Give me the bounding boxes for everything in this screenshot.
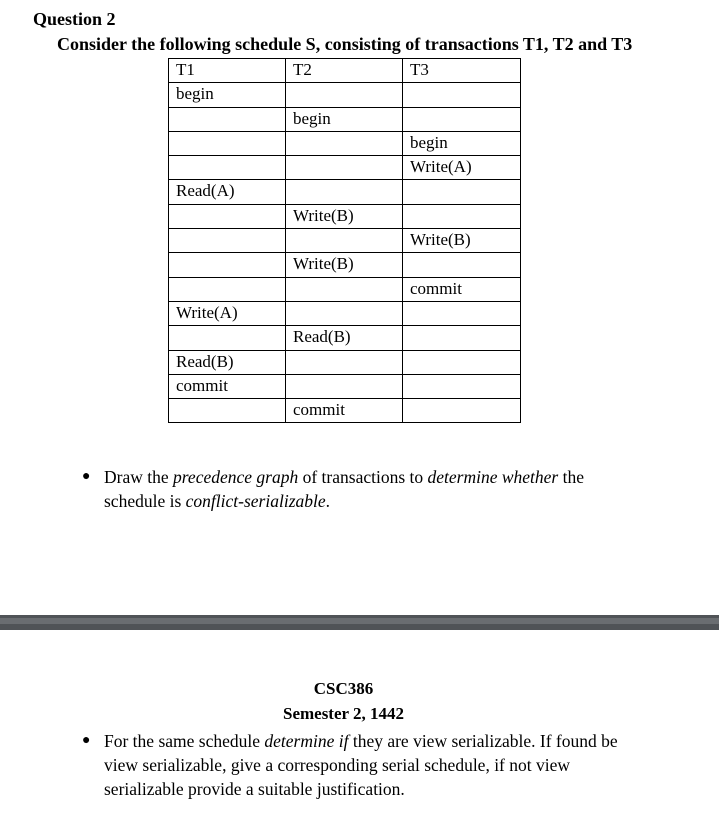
schedule-cell-t1 [169, 156, 286, 180]
schedule-row [169, 253, 521, 277]
schedule-cell-t2 [286, 131, 403, 155]
question-heading: Question 2 [33, 9, 116, 29]
schedule-cell-t3 [403, 350, 521, 374]
schedule-cell-t2 [286, 277, 403, 301]
schedule-cell-t1 [169, 326, 286, 350]
schedule-cell-t3: begin [403, 131, 521, 155]
schedule-cell-t2: Read(B) [286, 326, 403, 350]
schedule-row [169, 399, 521, 423]
schedule-row [169, 326, 521, 350]
schedule-row [169, 277, 521, 301]
schedule-cell-t3 [403, 83, 521, 107]
schedule-cell-t1: Read(B) [169, 350, 286, 374]
schedule-cell-t1: begin [169, 83, 286, 107]
schedule-row [169, 229, 521, 253]
schedule-cell-t1 [169, 204, 286, 228]
schedule-cell-t1: Write(A) [169, 301, 286, 325]
header-t2: T2 [286, 59, 403, 83]
schedule-cell-t1 [169, 229, 286, 253]
schedule-cell-t2 [286, 350, 403, 374]
schedule-cell-t1: commit [169, 374, 286, 398]
schedule-cell-t2 [286, 156, 403, 180]
bullet-text: For the same schedule determine if they are view serializable. If found be view serializable, give a corresponding serial schedule, if not view serializable provide a suitable justification. [104, 731, 618, 799]
bullet-dot-icon: ● [82, 469, 91, 484]
schedule-cell-t3 [403, 301, 521, 325]
header-t3: T3 [403, 59, 521, 83]
schedule-cell-t3 [403, 374, 521, 398]
schedule-cell-t3 [403, 399, 521, 423]
schedule-cell-t2: Write(B) [286, 253, 403, 277]
schedule-cell-t2 [286, 301, 403, 325]
schedule-header-row [169, 59, 521, 83]
schedule-cell-t1 [169, 277, 286, 301]
semester-label: Semester 2, 1442 [282, 704, 405, 723]
schedule-cell-t2 [286, 83, 403, 107]
header-t1: T1 [169, 59, 286, 83]
schedule-cell-t3 [403, 326, 521, 350]
schedule-cell-t1 [169, 253, 286, 277]
schedule-cell-t2: Write(B) [286, 204, 403, 228]
schedule-cell-t3: Write(A) [403, 156, 521, 180]
schedule-row [169, 301, 521, 325]
schedule-cell-t3 [403, 204, 521, 228]
schedule-row [169, 204, 521, 228]
schedule-row [169, 131, 521, 155]
schedule-cell-t3 [403, 253, 521, 277]
schedule-row [169, 374, 521, 398]
schedule-cell-t1 [169, 107, 286, 131]
bullet-dot-icon: ● [82, 733, 91, 748]
schedule-cell-t3 [403, 180, 521, 204]
schedule-row [169, 350, 521, 374]
question-intro: Consider the following schedule S, consisting of transactions T1, T2 and T3 [57, 34, 633, 54]
schedule-table [168, 58, 521, 423]
schedule-cell-t2 [286, 374, 403, 398]
schedule-row [169, 83, 521, 107]
schedule-cell-t3: Write(B) [403, 229, 521, 253]
schedule-cell-t1 [169, 399, 286, 423]
schedule-cell-t2 [286, 180, 403, 204]
schedule-body [169, 83, 521, 423]
schedule-cell-t1: Read(A) [169, 180, 286, 204]
schedule-cell-t3 [403, 107, 521, 131]
schedule-cell-t3: commit [403, 277, 521, 301]
schedule-cell-t2 [286, 229, 403, 253]
schedule-row [169, 107, 521, 131]
schedule-row [169, 156, 521, 180]
page-separator [0, 615, 719, 630]
schedule-cell-t2: begin [286, 107, 403, 131]
schedule-cell-t1 [169, 131, 286, 155]
schedule-cell-t2: commit [286, 399, 403, 423]
bullet-text: Draw the precedence graph of transactions to determine whether the schedule is conflict-serializable. [104, 467, 584, 511]
schedule-row [169, 180, 521, 204]
course-code: CSC386 [313, 679, 374, 698]
